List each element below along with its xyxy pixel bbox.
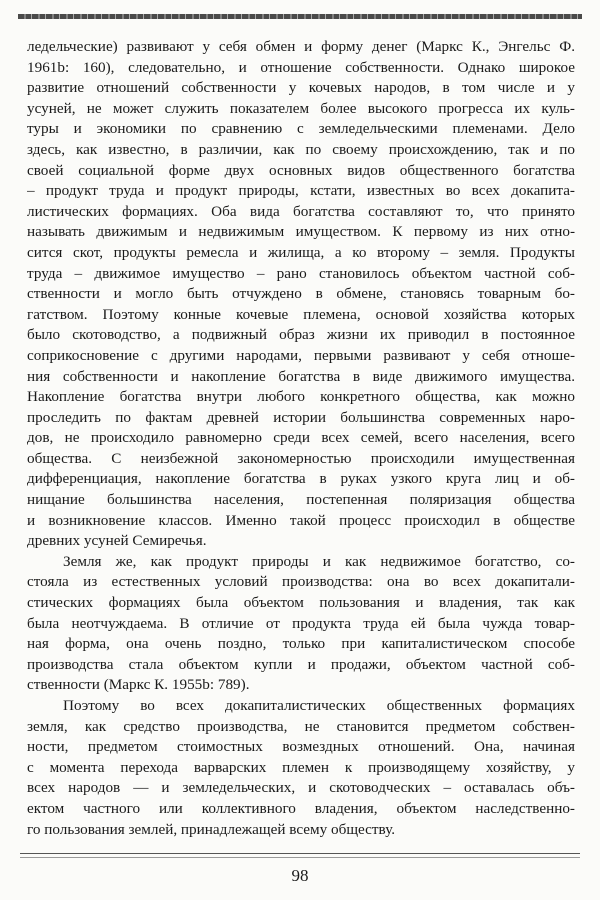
bottom-rule [20,853,580,854]
bottom-rule-secondary [20,857,580,858]
text-line: сится скот, продукты ремесла и жилища, а ко второму – земля. Продукты [27,243,575,261]
text-line: Накопление богатства внутри любого конкретного общества, как можно [27,388,575,406]
text-line: производства стала объектом купли и продажи, объектом частной соб- [27,655,575,673]
text-line: нищание большинства населения, постепенная поляризация общества [27,491,575,509]
text-line: 1961b: 160), следовательно, и отношение собственности. Однако широкое [27,58,575,76]
text-line: называть движимым и недвижимым имуществом. К первому из них отно- [27,223,575,241]
text-line: ная форма, она очень поздно, только при капиталистическом способе [27,635,575,653]
paragraph-1 [27,37,575,552]
text-line: было скотоводство, а подвижный образ жизни их приводил в постоянное [27,326,575,344]
text-line: всех народов — и земледельческих, и скотоводческих – оставалась объ- [27,779,575,797]
text-line: го пользования землей, принадлежащей всему обществу. [27,820,396,838]
text-line: стических формациях была объектом пользования и владения, так как [27,594,575,612]
text-line: гатством. Поэтому конные кочевые племена, основой хозяйства которых [27,305,575,323]
text-line: ности, предметом стоимостных возмездных отношений. Она, начиная [27,738,575,756]
paragraph-3 [27,696,575,840]
text-line: с момента перехода варварских племен к производящему хозяйству, у [27,758,575,776]
text-line: дов, не происходило равномерно среди всех семей, всего населения, всего [27,429,575,447]
text-line: развитие отношений собственности у кочевых народов, в том числе и у [27,79,575,97]
text-line: дифференциация, накопление богатства в руках узкого круга лиц и об- [27,470,575,488]
body-text [27,37,575,840]
text-line: ектом частного или коллективного владения, объектом наследственно- [27,799,575,817]
text-line: древних усуней Семиречья. [27,532,207,550]
paragraph-2 [27,552,575,696]
text-line: ния собственности и накопление богатства в виде движимого имущества. [27,367,575,385]
text-line: стояла из естественных условий производства: она во всех докапитали- [27,573,575,591]
text-line: Земля же, как продукт природы и как недвижимое богатство, со- [63,552,575,570]
page-number: 98 [291,866,309,885]
text-line: здесь, как известно, в различии, как по своему происхождению, так и по [27,140,575,158]
text-line: туры и экономики по сравнению с земледельческими племенами. Дело [27,120,575,138]
text-line: ственности (Маркс К. 1955b: 789). [27,676,250,694]
text-line: соприкосновение с другими народами, первыми развивают у себя отноше- [27,346,575,364]
text-line: своей социальной форме двух основных видов общественного богатства [27,161,575,179]
text-line: ственности и могло быть отчуждено в обмене, становясь товарным бо- [27,285,575,303]
text-line: проследить по фактам древней истории большинства современных наро- [27,408,575,426]
text-line: земля, как средство производства, не становится предметом собствен- [27,717,575,735]
text-line: общества. С неизбежной закономерностью происходили имущественная [27,449,575,467]
text-line: ледельческие) развивают у себя обмен и форму денег (Маркс К., Энгельс Ф. [27,38,575,55]
text-line: усуней, не может служить показателем более высокого прогресса их куль- [27,99,575,117]
text-line: труда – движимое имущество – рано становилось объектом частной соб- [27,264,575,282]
text-line: – продукт труда и продукт природы, кстати, известных во всех докапита- [27,182,575,200]
text-line: Поэтому во всех докапиталистических общественных формациях [63,697,575,714]
top-decorative-rule [18,14,582,19]
text-line: была неотчуждаема. В отличие от продукта труда ей была чужда товар- [27,614,575,632]
text-line: и возникновение классов. Именно такой процесс происходил в обществе [27,511,575,529]
text-line: листических формациях. Оба вида богатства составляют то, что принято [27,202,575,220]
